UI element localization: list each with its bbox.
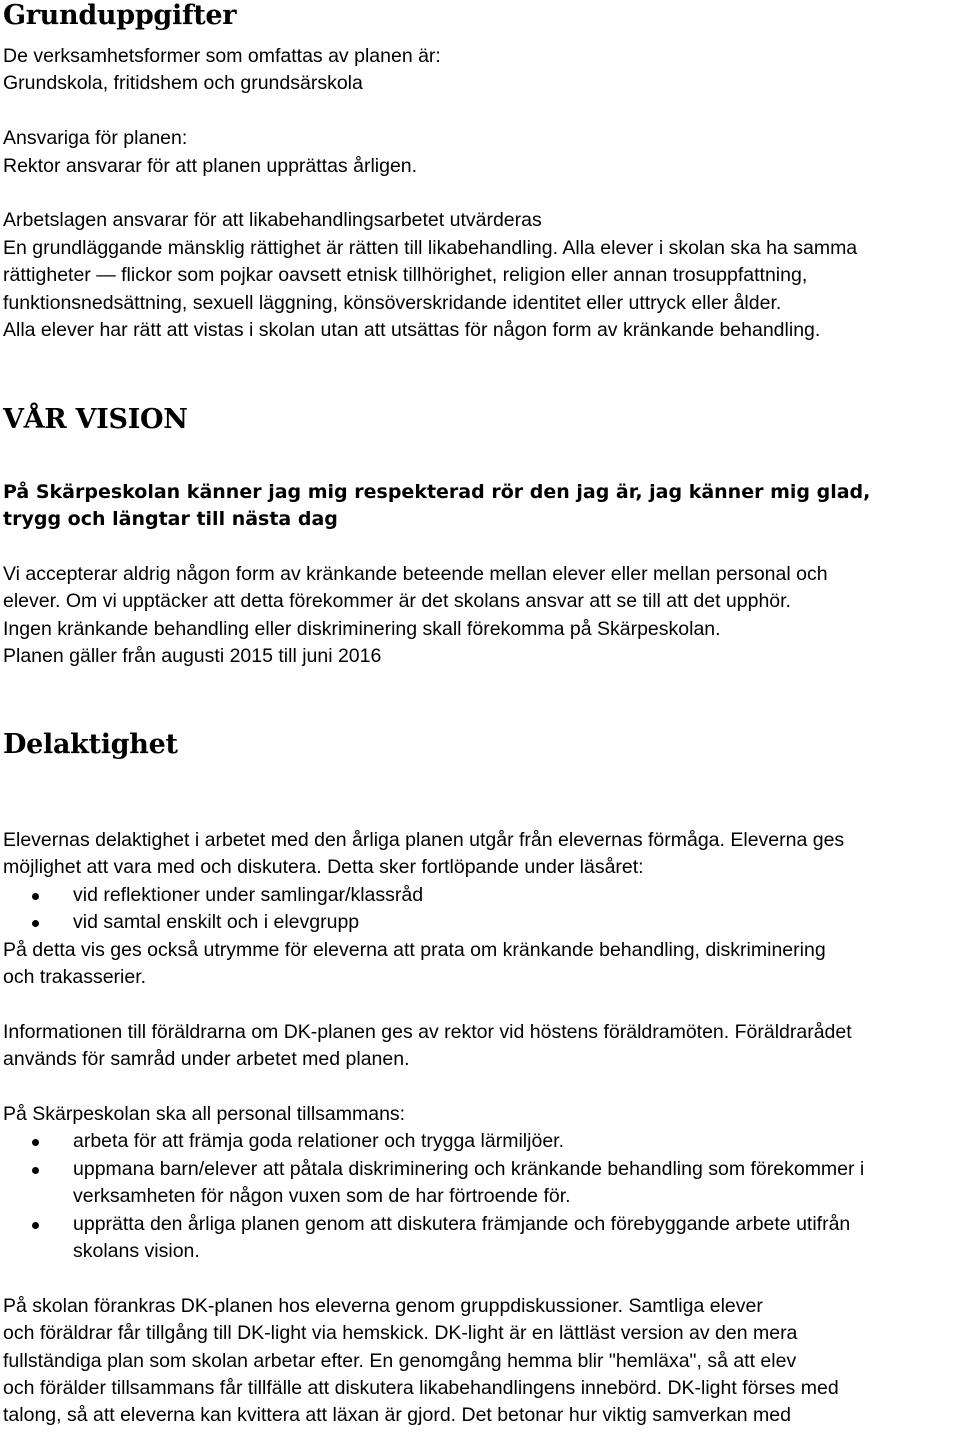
bullet-icon [32,893,39,900]
vision-paragraph [3,561,958,671]
list-item: upprätta den årliga planen genom att diskutera främjande och förebyggande arbete utifrån skolans vision. [3,1211,958,1266]
final-line-3: fullständiga plan som skolan arbetar efter. En genomgång hemma blir "hemläxa", så att elev [3,1349,797,1372]
vision-statement-line-2: trygg och längtar till nästa dag [3,508,338,531]
vision-statement-line-1: På Skärpeskolan känner jag mig respekterad rör den jag är, jag känner mig glad, [3,481,871,503]
vision-body [3,479,958,534]
delaktighet-bullet-list [3,882,958,937]
bullet-icon [32,920,39,927]
personal-intro: På Skärpeskolan ska all personal tillsammans: [3,1103,406,1126]
after-line-1: På detta vis ges också utrymme för eleverna att prata om kränkande behandling, diskriminering [3,938,826,961]
ansvariga-value: Rektor ansvarar för att planen upprättas årligen. [3,154,418,177]
bullet-icon [32,1167,39,1174]
info-line-2: används för samråd under arbetet med planen. [3,1048,410,1071]
rights-line-3: funktionsnedsättning, sexuell läggning, könsöverskridande identitet eller uttryck eller ålder. [3,291,782,314]
delaktighet-intro-line-2: möjlighet att vara med och diskutera. Detta sker fortlöpande under läsåret: [3,856,644,879]
delaktighet-intro-line-1: Elevernas delaktighet i arbetet med den årliga planen utgår från elevernas förmåga. Eleverna ges [3,829,845,851]
vision-p-line-2: elever. Om vi upptäcker att detta förekommer är det skolans ansvar att se till att det upphör. [3,590,791,613]
heading-vision: VÅR VISION [3,404,188,435]
final-line-1: På skolan förankras DK-planen hos eleverna genom gruppdiskussioner. Samtliga elever [3,1294,763,1317]
section-grunduppgifter [3,0,236,32]
verksamhet-value: Grundskola, fritidshem och grundsärskola [3,72,363,95]
list-item: uppmana barn/elever att påtala diskriminering och kränkande behandling som förekommer i verksamheten för någon vuxen som de har förtroende för. [3,1156,958,1211]
final-line-4: och förälder tillsammans får tillfälle att diskutera likabehandlingens innebörd. DK-light förses med [3,1377,839,1400]
ansvariga-label: Ansvariga för planen: [3,127,188,150]
final-line-5: talong, så att eleverna kan kvittera att läxan är gjord. Det betonar hur viktig samverkan med [3,1404,791,1427]
vision-p-line-4: Planen gäller från augusti 2015 till juni 2016 [3,645,382,668]
vision-p-line-1: Vi accepterar aldrig någon form av kränkande beteende mellan elever eller mellan personal och [3,563,828,585]
rights-line-4: Alla elever har rätt att vistas i skolan utan att utsättas för någon form av kränkande behandling. [3,319,821,342]
rights-line-1: En grundläggande mänsklig rättighet är rätten till likabehandling. Alla elever i skolan ska ha samma [3,236,858,259]
list-item: arbeta för att främja goda relationer och trygga lärmiljöer. [3,1128,958,1155]
heading-delaktighet: Delaktighet [3,729,178,760]
personal-bullet-list [3,1128,958,1265]
section-delaktighet [3,729,178,761]
arbetslag-text: Arbetslagen ansvarar för att likabehandlingsarbetet utvärderas [3,209,542,232]
bullet-icon [32,1139,39,1146]
list-item: vid reflektioner under samlingar/klassråd [3,882,958,909]
bullet-icon [32,1222,39,1229]
vision-p-line-3: Ingen kränkande behandling eller diskriminering skall förekomma på Skärpeskolan. [3,617,721,640]
final-line-2: och föräldrar får tillgång till DK-light via hemskick. DK-light är en lättläst version av den mera [3,1322,798,1345]
heading-grunduppgifter: Grunduppgifter [3,0,237,31]
rights-line-2: rättigheter — flickor som pojkar oavsett etnisk tillhörighet, religion eller annan trosuppfattning, [3,264,808,287]
after-line-2: och trakasserier. [3,966,147,989]
delaktighet-body [3,827,958,1430]
grunduppgifter-body [3,43,958,344]
list-item: vid samtal enskilt och i elevgrupp [3,909,958,936]
verksamhet-label: De verksamhetsformer som omfattas av planen är: [3,45,441,67]
info-line-1: Informationen till föräldrarna om DK-planen ges av rektor vid höstens föräldramöten. Föräldrarådet [3,1020,852,1043]
section-vision [3,404,188,436]
